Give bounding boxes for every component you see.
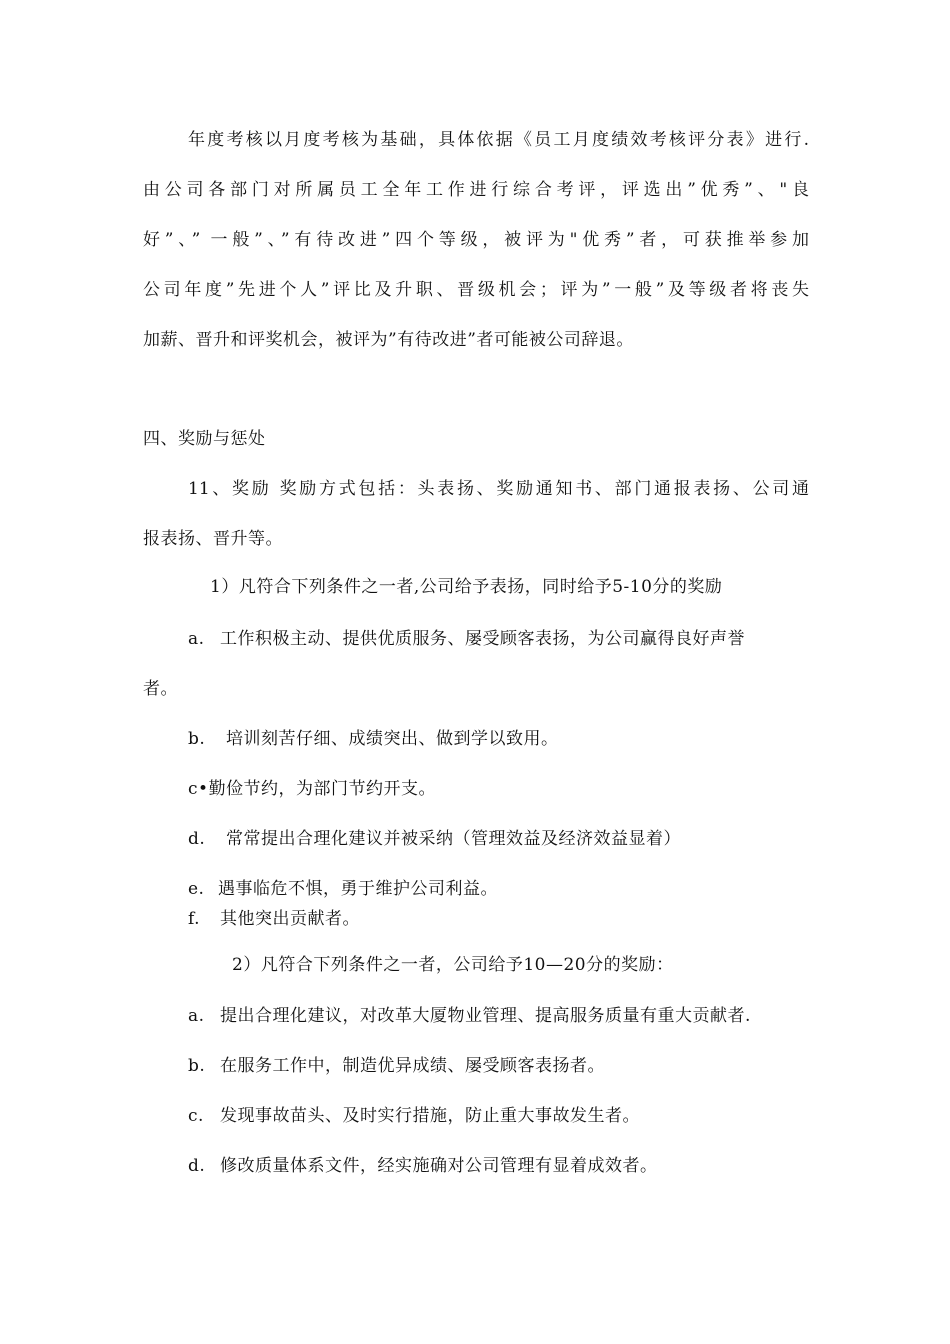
item-text: 提出合理化建议，对改革大厦物业管理、提高服务质量有重大贡献者. xyxy=(220,1006,751,1026)
group1-item-f xyxy=(188,908,360,930)
paragraph-annual-review-line-4: 公司年度”先进个人”评比及升职、晋级机会；评为”一般”及等级者将丧失 xyxy=(143,280,809,300)
group2-heading: 2）凡符合下列条件之一者，公司给予10—20分的奖励： xyxy=(232,955,674,975)
item-label: e. xyxy=(188,879,205,899)
reward-intro-line-2: 报表扬、晋升等。 xyxy=(143,529,283,549)
item-label: c• xyxy=(188,779,209,799)
group1-item-d xyxy=(188,828,681,850)
item-text: 遇事临危不惧，勇于维护公司利益。 xyxy=(218,879,498,899)
item-text: 修改质量体系文件，经实施确对公司管理有显着成效者。 xyxy=(220,1156,658,1176)
section-heading: 四、奖励与惩处 xyxy=(143,429,266,449)
item-label: b. xyxy=(188,1056,206,1076)
item-label: d. xyxy=(188,1156,206,1176)
item-label: d. xyxy=(188,829,206,849)
paragraph-annual-review-line-5: 加薪、晋升和评奖机会，被评为”有待改进”者可能被公司辞退。 xyxy=(143,330,634,350)
paragraph-annual-review-line-3: 好”、” 一般”、”有待改进”四个等级，被评为"优秀”者，可获推举参加 xyxy=(143,230,809,250)
paragraph-annual-review-line-1: 年度考核以月度考核为基础，具体依据《员工月度绩效考核评分表》进行. xyxy=(188,130,809,150)
group1-item-a xyxy=(188,628,809,650)
group2-item-b xyxy=(188,1055,605,1077)
item-text: 在服务工作中，制造优异成绩、屡受顾客表扬者。 xyxy=(220,1056,605,1076)
group2-item-a xyxy=(188,1005,751,1027)
item-label: b. xyxy=(188,729,206,749)
paragraph-annual-review-line-2: 由公司各部门对所属员工全年工作进行综合考评，评选出”优秀”、"良 xyxy=(143,180,809,200)
group1-item-c xyxy=(188,778,436,800)
group2-item-c xyxy=(188,1105,640,1127)
item-label: a. xyxy=(188,1006,205,1026)
item-text: 发现事故苗头、及时实行措施，防止重大事故发生者。 xyxy=(220,1106,640,1126)
reward-intro-line-1: 11、奖励 奖励方式包括：头表扬、奖励通知书、部门通报表扬、公司通 xyxy=(188,479,809,499)
group2-item-d xyxy=(188,1155,658,1177)
item-label: f. xyxy=(188,909,201,929)
item-text: 其他突出贡献者。 xyxy=(220,909,360,929)
item-text: 勤俭节约，为部门节约开支。 xyxy=(208,779,437,799)
item-label: a. xyxy=(188,629,205,649)
group1-heading: 1）凡符合下列条件之一者,公司给予表扬，同时给予5-10分的奖励 xyxy=(210,577,723,597)
group1-item-e xyxy=(188,878,498,900)
item-text: 培训刻苦仔细、成绩突出、做到学以致用。 xyxy=(226,729,559,749)
item-label: c. xyxy=(188,1106,204,1126)
item-text: 常常提出合理化建议并被采纳（管理效益及经济效益显着） xyxy=(226,829,681,849)
group1-item-b xyxy=(188,728,559,750)
group1-item-a-continuation: 者。 xyxy=(143,679,178,699)
item-text: 工作积极主动、提供优质服务、屡受顾客表扬，为公司赢得良好声誉 xyxy=(220,629,745,649)
